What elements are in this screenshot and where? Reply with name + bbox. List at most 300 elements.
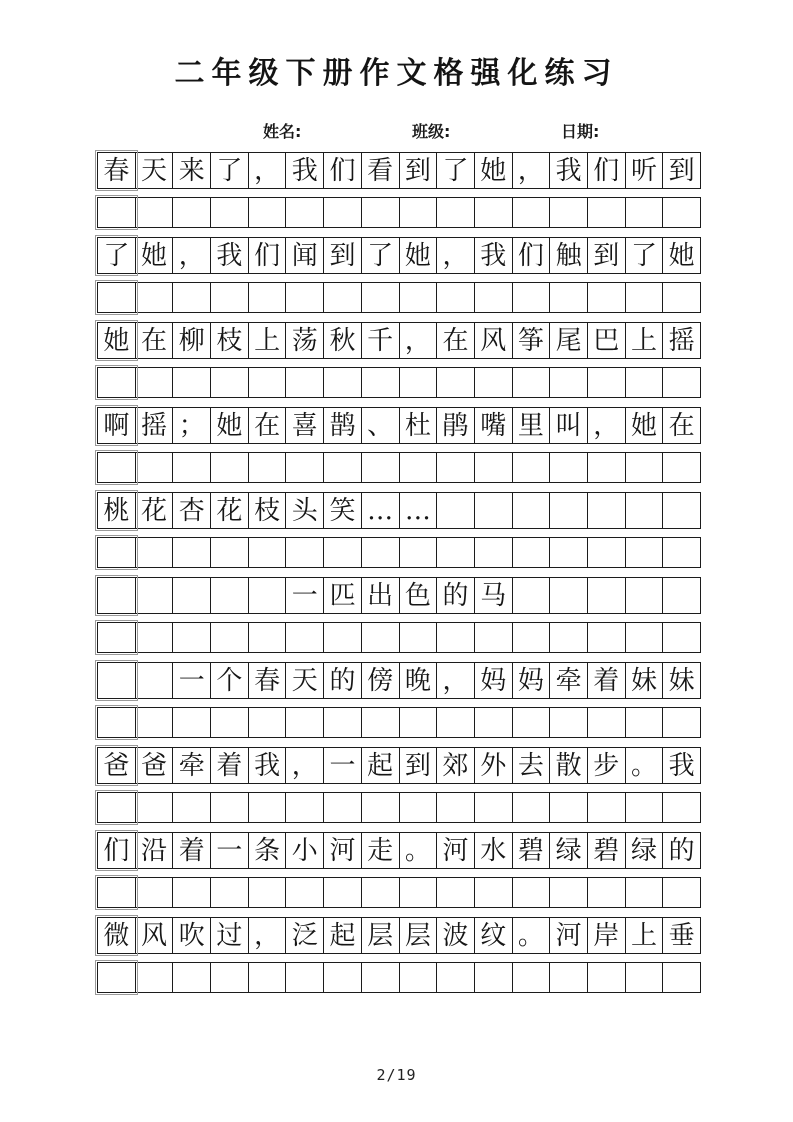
grid-cell: 郊 bbox=[436, 748, 474, 783]
grid-cell: 她 bbox=[98, 323, 135, 358]
grid-cell bbox=[474, 453, 512, 482]
grid-cell: 叫 bbox=[549, 408, 587, 443]
grid-cell: 在 bbox=[248, 408, 286, 443]
grid-cell bbox=[361, 453, 399, 482]
grid-cell bbox=[135, 283, 173, 312]
grid-cell bbox=[587, 283, 625, 312]
grid-cell bbox=[285, 283, 323, 312]
grid-cell bbox=[172, 878, 210, 907]
grid-cell bbox=[323, 538, 361, 567]
grid-cell: 在 bbox=[662, 408, 700, 443]
grid-cell bbox=[248, 878, 286, 907]
grid-cell bbox=[135, 538, 173, 567]
grid-cell: 牵 bbox=[549, 663, 587, 698]
grid-cell bbox=[474, 793, 512, 822]
grid-cell bbox=[323, 623, 361, 652]
grid-cell bbox=[399, 453, 437, 482]
grid-cell bbox=[285, 793, 323, 822]
grid-cell: 马 bbox=[474, 578, 512, 613]
grid-cell: 去 bbox=[512, 748, 550, 783]
grid-cell: 风 bbox=[135, 918, 173, 953]
grid-cell bbox=[662, 493, 700, 528]
grid-cell: 筝 bbox=[512, 323, 550, 358]
grid-cell bbox=[172, 368, 210, 397]
grid-cell bbox=[549, 623, 587, 652]
grid-cell: 杜 bbox=[399, 408, 437, 443]
grid-cell bbox=[436, 453, 474, 482]
grid-cell: 上 bbox=[625, 918, 663, 953]
composition-grid bbox=[97, 152, 701, 1002]
grid-row bbox=[97, 237, 701, 274]
grid-cell bbox=[625, 793, 663, 822]
grid-cell: 外 bbox=[474, 748, 512, 783]
grid-cell: ， bbox=[172, 238, 210, 273]
grid-cell bbox=[248, 793, 286, 822]
grid-cell bbox=[512, 453, 550, 482]
grid-cell: 爸 bbox=[98, 748, 135, 783]
grid-cell bbox=[248, 963, 286, 992]
grid-cell bbox=[625, 493, 663, 528]
grid-cell: 枝 bbox=[210, 323, 248, 358]
grid-cell bbox=[436, 198, 474, 227]
grid-cell bbox=[210, 283, 248, 312]
grid-cell: 。 bbox=[625, 748, 663, 783]
grid-cell bbox=[512, 793, 550, 822]
grid-cell bbox=[512, 493, 550, 528]
grid-row bbox=[97, 747, 701, 784]
grid-cell bbox=[248, 368, 286, 397]
grid-row-blank bbox=[97, 197, 701, 228]
grid-cell bbox=[172, 793, 210, 822]
grid-cell: 的 bbox=[662, 833, 700, 868]
grid-cell bbox=[474, 198, 512, 227]
grid-cell bbox=[248, 283, 286, 312]
grid-cell: 走 bbox=[361, 833, 399, 868]
grid-row-blank bbox=[97, 622, 701, 653]
grid-cell bbox=[323, 283, 361, 312]
grid-cell: 她 bbox=[474, 153, 512, 188]
grid-cell: 匹 bbox=[323, 578, 361, 613]
grid-cell: ， bbox=[285, 748, 323, 783]
grid-cell bbox=[323, 368, 361, 397]
grid-cell bbox=[625, 453, 663, 482]
grid-cell bbox=[512, 368, 550, 397]
grid-row bbox=[97, 917, 701, 954]
grid-cell bbox=[587, 878, 625, 907]
grid-cell bbox=[210, 198, 248, 227]
grid-cell: 来 bbox=[172, 153, 210, 188]
grid-row bbox=[97, 492, 701, 529]
grid-cell: 了 bbox=[210, 153, 248, 188]
grid-cell bbox=[512, 708, 550, 737]
grid-cell: 春 bbox=[248, 663, 286, 698]
name-field-label: 姓名: bbox=[263, 122, 302, 141]
grid-cell bbox=[436, 283, 474, 312]
grid-cell bbox=[587, 623, 625, 652]
grid-cell: ， bbox=[436, 663, 474, 698]
grid-cell: ， bbox=[248, 918, 286, 953]
grid-cell bbox=[98, 793, 135, 822]
grid-cell bbox=[625, 878, 663, 907]
grid-cell bbox=[210, 793, 248, 822]
grid-cell bbox=[135, 963, 173, 992]
grid-cell bbox=[248, 623, 286, 652]
grid-cell bbox=[662, 708, 700, 737]
grid-cell bbox=[172, 708, 210, 737]
grid-cell bbox=[662, 793, 700, 822]
grid-row bbox=[97, 322, 701, 359]
grid-row-blank bbox=[97, 962, 701, 993]
grid-cell: 的 bbox=[323, 663, 361, 698]
grid-cell bbox=[285, 963, 323, 992]
grid-cell bbox=[625, 368, 663, 397]
grid-cell bbox=[512, 578, 550, 613]
grid-cell: 岸 bbox=[587, 918, 625, 953]
grid-cell bbox=[210, 708, 248, 737]
grid-cell bbox=[549, 493, 587, 528]
grid-cell: 的 bbox=[436, 578, 474, 613]
grid-cell bbox=[625, 283, 663, 312]
grid-cell: 到 bbox=[662, 153, 700, 188]
grid-row bbox=[97, 577, 701, 614]
grid-cell: 泛 bbox=[285, 918, 323, 953]
grid-cell bbox=[662, 198, 700, 227]
grid-row-blank bbox=[97, 367, 701, 398]
grid-cell bbox=[285, 453, 323, 482]
grid-cell bbox=[135, 793, 173, 822]
grid-cell bbox=[98, 453, 135, 482]
grid-cell bbox=[549, 793, 587, 822]
grid-cell bbox=[285, 708, 323, 737]
grid-cell bbox=[98, 198, 135, 227]
grid-cell: 到 bbox=[399, 153, 437, 188]
grid-cell: 着 bbox=[210, 748, 248, 783]
grid-cell bbox=[172, 963, 210, 992]
grid-cell bbox=[549, 283, 587, 312]
grid-cell bbox=[210, 368, 248, 397]
grid-cell bbox=[587, 963, 625, 992]
grid-cell bbox=[248, 538, 286, 567]
grid-cell: 河 bbox=[549, 918, 587, 953]
grid-cell bbox=[323, 878, 361, 907]
grid-cell: 着 bbox=[587, 663, 625, 698]
grid-cell bbox=[285, 368, 323, 397]
grid-cell bbox=[361, 878, 399, 907]
grid-cell: 吹 bbox=[172, 918, 210, 953]
grid-cell bbox=[323, 708, 361, 737]
grid-cell bbox=[135, 663, 173, 698]
grid-cell bbox=[172, 578, 210, 613]
grid-cell bbox=[512, 538, 550, 567]
grid-row-blank bbox=[97, 537, 701, 568]
grid-cell bbox=[285, 878, 323, 907]
grid-cell: 、 bbox=[361, 408, 399, 443]
grid-cell bbox=[662, 578, 700, 613]
grid-cell: 小 bbox=[285, 833, 323, 868]
grid-cell: 条 bbox=[248, 833, 286, 868]
grid-cell bbox=[474, 708, 512, 737]
grid-cell bbox=[285, 198, 323, 227]
grid-cell: 们 bbox=[512, 238, 550, 273]
grid-row-blank bbox=[97, 877, 701, 908]
grid-cell bbox=[210, 963, 248, 992]
grid-cell bbox=[172, 198, 210, 227]
grid-cell: 层 bbox=[399, 918, 437, 953]
grid-cell bbox=[549, 453, 587, 482]
grid-cell: 头 bbox=[285, 493, 323, 528]
grid-cell bbox=[172, 538, 210, 567]
grid-cell bbox=[361, 198, 399, 227]
grid-cell bbox=[135, 878, 173, 907]
grid-cell bbox=[135, 368, 173, 397]
grid-cell bbox=[98, 283, 135, 312]
grid-row bbox=[97, 832, 701, 869]
grid-cell: 柳 bbox=[172, 323, 210, 358]
grid-cell bbox=[399, 198, 437, 227]
grid-cell bbox=[399, 538, 437, 567]
grid-cell bbox=[436, 368, 474, 397]
grid-cell bbox=[98, 663, 135, 698]
grid-row-blank bbox=[97, 282, 701, 313]
grid-cell: 沿 bbox=[135, 833, 173, 868]
grid-cell: ， bbox=[436, 238, 474, 273]
grid-cell: 牵 bbox=[172, 748, 210, 783]
grid-cell bbox=[135, 198, 173, 227]
grid-cell bbox=[474, 368, 512, 397]
grid-cell: 们 bbox=[98, 833, 135, 868]
grid-cell bbox=[135, 578, 173, 613]
grid-cell bbox=[399, 878, 437, 907]
grid-cell: 笑 bbox=[323, 493, 361, 528]
grid-cell: ， bbox=[399, 323, 437, 358]
grid-cell bbox=[285, 623, 323, 652]
grid-cell: 碧 bbox=[512, 833, 550, 868]
grid-cell: 触 bbox=[549, 238, 587, 273]
page-number: 2/19 bbox=[376, 1066, 417, 1084]
grid-cell: 到 bbox=[587, 238, 625, 273]
grid-cell: 在 bbox=[135, 323, 173, 358]
grid-cell: 。 bbox=[512, 918, 550, 953]
grid-cell: 着 bbox=[172, 833, 210, 868]
grid-cell bbox=[662, 453, 700, 482]
grid-cell: 天 bbox=[285, 663, 323, 698]
grid-cell: 到 bbox=[323, 238, 361, 273]
grid-cell bbox=[248, 453, 286, 482]
grid-cell: 河 bbox=[323, 833, 361, 868]
grid-cell bbox=[662, 538, 700, 567]
grid-cell bbox=[549, 708, 587, 737]
grid-cell bbox=[323, 453, 361, 482]
grid-cell: 上 bbox=[248, 323, 286, 358]
grid-cell bbox=[172, 623, 210, 652]
grid-cell bbox=[399, 963, 437, 992]
grid-cell: 风 bbox=[474, 323, 512, 358]
grid-cell: 起 bbox=[323, 918, 361, 953]
grid-row bbox=[97, 407, 701, 444]
grid-cell bbox=[172, 283, 210, 312]
grid-cell bbox=[662, 368, 700, 397]
grid-cell bbox=[587, 538, 625, 567]
grid-row-blank bbox=[97, 707, 701, 738]
grid-cell: 闻 bbox=[285, 238, 323, 273]
grid-cell: 起 bbox=[361, 748, 399, 783]
grid-cell bbox=[512, 198, 550, 227]
grid-cell bbox=[210, 538, 248, 567]
grid-cell: 一 bbox=[172, 663, 210, 698]
grid-cell bbox=[436, 878, 474, 907]
grid-cell: 们 bbox=[248, 238, 286, 273]
grid-cell: 傍 bbox=[361, 663, 399, 698]
grid-cell bbox=[587, 493, 625, 528]
grid-cell: 散 bbox=[549, 748, 587, 783]
grid-cell bbox=[549, 578, 587, 613]
grid-cell: 秋 bbox=[323, 323, 361, 358]
grid-cell: 她 bbox=[210, 408, 248, 443]
grid-cell bbox=[587, 578, 625, 613]
grid-cell: 鹊 bbox=[323, 408, 361, 443]
grid-cell: 我 bbox=[549, 153, 587, 188]
grid-cell: 一 bbox=[210, 833, 248, 868]
grid-cell: 我 bbox=[285, 153, 323, 188]
grid-cell: 步 bbox=[587, 748, 625, 783]
grid-cell: 她 bbox=[625, 408, 663, 443]
grid-cell bbox=[361, 708, 399, 737]
grid-cell bbox=[625, 963, 663, 992]
grid-cell: 她 bbox=[662, 238, 700, 273]
grid-cell bbox=[98, 963, 135, 992]
grid-cell: 听 bbox=[625, 153, 663, 188]
grid-cell: 水 bbox=[474, 833, 512, 868]
grid-cell bbox=[436, 623, 474, 652]
grid-cell: 我 bbox=[662, 748, 700, 783]
date-field-label: 日期: bbox=[561, 122, 600, 141]
grid-cell: … bbox=[361, 493, 399, 528]
grid-cell: 桃 bbox=[98, 493, 135, 528]
grid-cell bbox=[474, 878, 512, 907]
grid-cell bbox=[135, 623, 173, 652]
grid-row-blank bbox=[97, 452, 701, 483]
grid-cell bbox=[361, 538, 399, 567]
grid-cell: 一 bbox=[285, 578, 323, 613]
grid-cell bbox=[248, 708, 286, 737]
grid-cell bbox=[474, 283, 512, 312]
grid-cell: 里 bbox=[512, 408, 550, 443]
grid-cell: 妈 bbox=[512, 663, 550, 698]
grid-cell bbox=[361, 368, 399, 397]
grid-cell: 垂 bbox=[662, 918, 700, 953]
grid-cell: 波 bbox=[436, 918, 474, 953]
class-field-label: 班级: bbox=[412, 122, 451, 141]
grid-cell: 她 bbox=[135, 238, 173, 273]
grid-cell bbox=[361, 283, 399, 312]
grid-cell bbox=[512, 963, 550, 992]
grid-cell bbox=[512, 878, 550, 907]
grid-cell bbox=[98, 708, 135, 737]
grid-cell bbox=[625, 578, 663, 613]
grid-cell bbox=[210, 578, 248, 613]
grid-row bbox=[97, 662, 701, 699]
grid-cell bbox=[135, 453, 173, 482]
grid-cell: … bbox=[399, 493, 437, 528]
grid-cell: 我 bbox=[210, 238, 248, 273]
grid-cell bbox=[323, 793, 361, 822]
grid-cell: 们 bbox=[323, 153, 361, 188]
grid-cell: ， bbox=[512, 153, 550, 188]
grid-cell bbox=[587, 793, 625, 822]
grid-cell bbox=[361, 623, 399, 652]
grid-cell: 花 bbox=[135, 493, 173, 528]
grid-cell bbox=[399, 368, 437, 397]
grid-cell bbox=[662, 283, 700, 312]
grid-cell: 到 bbox=[399, 748, 437, 783]
grid-cell bbox=[436, 793, 474, 822]
grid-cell bbox=[210, 453, 248, 482]
grid-cell: 绿 bbox=[625, 833, 663, 868]
grid-cell: 了 bbox=[625, 238, 663, 273]
grid-cell: 上 bbox=[625, 323, 663, 358]
grid-cell: 纹 bbox=[474, 918, 512, 953]
grid-cell bbox=[248, 578, 286, 613]
grid-cell bbox=[625, 623, 663, 652]
grid-cell bbox=[625, 538, 663, 567]
grid-cell bbox=[135, 708, 173, 737]
page-title: 二年级下册作文格强化练习 bbox=[174, 56, 619, 91]
grid-cell bbox=[436, 963, 474, 992]
grid-cell: 妹 bbox=[662, 663, 700, 698]
grid-row-blank bbox=[97, 792, 701, 823]
grid-cell bbox=[98, 578, 135, 613]
grid-cell: 我 bbox=[474, 238, 512, 273]
grid-cell bbox=[399, 283, 437, 312]
grid-cell bbox=[474, 538, 512, 567]
grid-cell: 层 bbox=[361, 918, 399, 953]
grid-cell: ， bbox=[587, 408, 625, 443]
grid-cell bbox=[549, 878, 587, 907]
grid-cell bbox=[587, 368, 625, 397]
grid-cell bbox=[436, 493, 474, 528]
grid-cell: 碧 bbox=[587, 833, 625, 868]
grid-cell: 出 bbox=[361, 578, 399, 613]
grid-cell: 喜 bbox=[285, 408, 323, 443]
grid-row bbox=[97, 152, 701, 189]
grid-cell bbox=[549, 198, 587, 227]
grid-cell bbox=[512, 623, 550, 652]
grid-cell: 摇 bbox=[135, 408, 173, 443]
grid-cell: 在 bbox=[436, 323, 474, 358]
grid-cell: 爸 bbox=[135, 748, 173, 783]
grid-cell bbox=[549, 538, 587, 567]
grid-cell bbox=[361, 963, 399, 992]
grid-cell: 天 bbox=[135, 153, 173, 188]
grid-cell: 枝 bbox=[248, 493, 286, 528]
grid-cell: 了 bbox=[361, 238, 399, 273]
grid-cell bbox=[98, 538, 135, 567]
grid-cell bbox=[474, 963, 512, 992]
grid-cell bbox=[323, 963, 361, 992]
grid-cell: 摇 bbox=[662, 323, 700, 358]
grid-cell: ； bbox=[172, 408, 210, 443]
grid-cell: 春 bbox=[98, 153, 135, 188]
grid-cell bbox=[625, 198, 663, 227]
grid-cell: 河 bbox=[436, 833, 474, 868]
grid-cell: 了 bbox=[436, 153, 474, 188]
grid-cell bbox=[399, 708, 437, 737]
grid-cell: 微 bbox=[98, 918, 135, 953]
grid-cell: 鹃 bbox=[436, 408, 474, 443]
header-fields bbox=[0, 119, 793, 141]
grid-cell bbox=[399, 623, 437, 652]
grid-cell: 妈 bbox=[474, 663, 512, 698]
